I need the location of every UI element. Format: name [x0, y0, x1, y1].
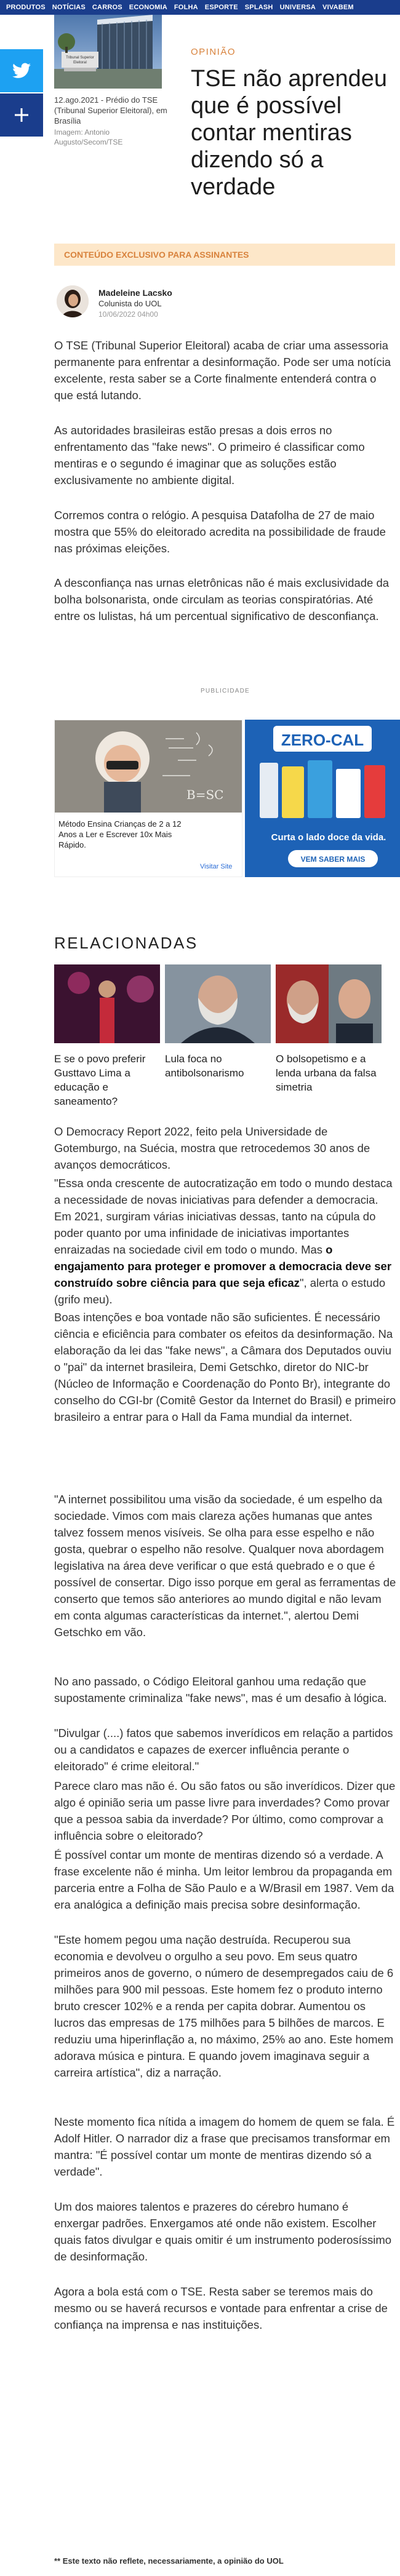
nav-item-vivabem[interactable]: VIVABEM: [322, 4, 354, 11]
twitter-share-button[interactable]: [0, 49, 43, 92]
quote-emphasis: o engajamento para proteger e promover a democracia deve ser construído sobre ciência para que seja eficaz: [54, 1243, 392, 1289]
nav-item-splash[interactable]: SPLASH: [244, 4, 273, 11]
ad-visit-site-link[interactable]: Visitar Site: [200, 863, 233, 870]
ad-tagline: Curta o lado doce da vida.: [271, 832, 386, 843]
nav-item-produtos[interactable]: PRODUTOS: [6, 4, 46, 11]
ad-image: [55, 720, 242, 813]
plus-icon: [13, 106, 30, 124]
top-navigation: [0, 0, 400, 15]
related-article-3[interactable]: [276, 964, 382, 1094]
sign-line-2: Eleitoral: [73, 61, 87, 65]
related-article-2[interactable]: [165, 964, 271, 1080]
related-thumbnail[interactable]: [276, 964, 382, 1043]
nav-item-carros[interactable]: CARROS: [92, 4, 122, 11]
quote-part: "Essa onda crescente de autocratização em todo o mundo destaca a necessidade de novas iniciativas para defender a democracia. Em 2021, surgiram várias iniciativas dessas, tanto na cúpula do poder quanto por uma infinidade de iniciativas importantes enraizadas na sociedade civil em todo o mundo. Mas: [54, 1177, 393, 1256]
photo-credit: Imagem: Antonio Augusto/Secom/TSE: [54, 128, 123, 146]
related-thumbnail[interactable]: [54, 964, 160, 1043]
paragraph: "Este homem pegou uma nação destruída. Recuperou sua economia e devolveu o orgulho a seu povo. Em seus quatro primeiros anos de governo, o número de desempregados caiu de 6 milhões para 900 mil pessoas. Este homem fez o produto interno bruto crescer 102% e a renda per capita dobrar. Aumentou os lucros das empresas de 175 milhões para 5 bilhões de marcos. E reduziu uma hiperinflação a, no máximo, 25% ao ano. Este homem adorava música e pintura. E quando jovem imaginava seguir a carreira artística", diz a narração.: [54, 1933, 394, 2079]
related-caption[interactable]: O bolsopetismo e a lenda urbana da falsa simetria: [276, 1053, 377, 1093]
paragraph: "A internet possibilitou uma visão da sociedade, é um espelho da sociedade. Vimos com mais clareza ações humanas que antes talvez fossem menos visíveis. Se olha para esse espelho e não gosta, quebrar o espelho não resolve. Qualquer nova abordagem legislativa na área deve verificar o que está quebrado e o que é possível de consertar. Digo isso porque em geral as ferramentas de conserto que temos são anteriores ao mundo digital e não levam em conta algumas características da internet.", alertou Demi Getschko em vão.: [54, 1493, 396, 1639]
nav-item-esporte[interactable]: ESPORTE: [204, 4, 238, 11]
author-name[interactable]: Madeleine Lacsko: [98, 288, 172, 298]
related-section-title: RELACIONADAS: [54, 934, 198, 952]
paragraph: Agora a bola está com o TSE. Resta saber se teremos mais do mesmo ou se haverá recursos e vontade para enfrentar a crise de confiança na imprensa e nas instituições.: [54, 2285, 388, 2331]
ad-text[interactable]: Método Ensina Crianças de 2 a 12 Anos a Ler e Escrever 10x Mais Rápido.: [58, 819, 182, 849]
section-kicker[interactable]: OPINIÃO: [191, 47, 236, 57]
nav-item-noticias[interactable]: NOTÍCIAS: [52, 4, 86, 11]
ad-chalkboard-text: B=SC: [186, 787, 224, 802]
nav-item-universa[interactable]: UNIVERSA: [279, 4, 316, 11]
photo-caption: [54, 95, 171, 147]
paragraph: No ano passado, o Código Eleitoral ganhou uma redação que supostamente criminaliza "fake news", mas é um desafio à lógica.: [54, 1675, 387, 1704]
exclusive-content-banner: CONTEÚDO EXCLUSIVO PARA ASSINANTES: [54, 244, 395, 266]
paragraph: "Divulgar (....) fatos que sabemos inverídicos em relação a partidos ou a candidatos e capazes de exercer influência perante o eleitorado" é crime eleitoral.": [54, 1727, 393, 1773]
more-share-button[interactable]: [0, 93, 43, 137]
nav-item-economia[interactable]: ECONOMIA: [129, 4, 167, 11]
quote-part: ", alerta o estudo (grifo meu).: [54, 1276, 386, 1306]
editorial-disclaimer: ** Este texto não reflete, necessariamente, a opinião do UOL: [54, 2556, 284, 2566]
related-caption[interactable]: Lula foca no antibolsonarismo: [165, 1053, 244, 1079]
ad-banner-reading-method[interactable]: [54, 720, 242, 877]
paragraph: Corremos contra o relógio. A pesquisa Datafolha de 27 de maio mostra que 55% do eleitorado acredita na possibilidade de fraude nas próximas eleições.: [54, 509, 386, 555]
related-article-1[interactable]: [54, 964, 160, 1108]
paragraph: É possível contar um monte de mentiras dizendo só a verdade. A frase excelente não é minha. Um leitor lembrou da propaganda em parceria entre a Folha de São Paulo e a W/Brasil em 1987. Vem da era analógica a definição mais precisa sobre desinformação.: [54, 1848, 394, 1911]
related-thumbnail[interactable]: [165, 964, 271, 1043]
ad-banner-zero-cal[interactable]: [245, 720, 400, 877]
paragraph: Parece claro mas não é. Ou são fatos ou são inverídicos. Dizer que algo é opinião seria um passe livre para inverdades? Como provar que a pessoa sabia da inverdade? Por último, como comprovar a influência sobre o eleitorado?: [54, 1779, 396, 1842]
publish-date: 10/06/2022 04h00: [98, 310, 158, 319]
nav-item-folha[interactable]: FOLHA: [174, 4, 198, 11]
avatar[interactable]: [57, 285, 89, 317]
ad-brand: ZERO-CAL: [281, 731, 364, 749]
paragraph: Neste momento fica nítida a imagem do homem de quem se fala. É Adolf Hitler. O narrador diz a frase que precisamos transformar em mantra: "É possível contar um monte de mentiras dizendo só a verdade".: [54, 2115, 395, 2178]
paragraph: Boas intenções e boa vontade não são suficientes. É necessário ciência e eficiência para combater os efeitos da desinformação. Na elaboração da lei das "fake news", a Câmara dos Deputados ouviu o "pai" da internet brasileira, Demi Getschko, diretor do NIC-br (Núcleo de Informação e Coordenação do Ponto Br), integrante do conselho do CGI-br (Comitê Gestor da Internet do Brasil) e primeiro brasileiro a entrar para o Hall da Fama mundial da internet.: [54, 1311, 396, 1423]
paragraph: O TSE (Tribunal Superior Eleitoral) acaba de criar uma assessoria permanente para enfrentar a desinformação. Pode ser uma notícia excelente, resta saber se a Corte finalmente entenderá contra o que está lutando.: [54, 339, 391, 402]
ad-label: PUBLICIDADE: [201, 688, 250, 694]
paragraph-with-emphasis: [54, 1175, 396, 1308]
article-photo: [54, 15, 162, 89]
related-caption[interactable]: E se o povo preferir Gusttavo Lima a educação e saneamento?: [54, 1053, 146, 1107]
paragraph: A desconfiança nas urnas eletrônicas não é mais exclusividade da bolha bolsonarista, onde circulam as teorias conspiratórias. Até entre os lulistas, há um percentual significativo de desconfiança.: [54, 576, 390, 622]
paragraph: As autoridades brasileiras estão presas a dois erros no enfrentamento das "fake news". O primeiro é classificar como mentiras e o segundo é imaginar que as soluções estão exclusivamente no ambiente digital.: [54, 424, 365, 487]
sign-line-1: Tribunal Superior: [66, 56, 94, 60]
author-role: Colunista do UOL: [98, 299, 162, 308]
article-title: TSE não aprendeu que é possível contar mentiras dizendo só a verdade: [191, 66, 388, 200]
photo-caption-text: 12.ago.2021 - Prédio do TSE (Tribunal Superior Eleitoral), em Brasília: [54, 95, 167, 125]
ad-cta-button: VEM SABER MAIS: [300, 855, 366, 864]
paragraph: Um dos maiores talentos e prazeres do cérebro humano é enxergar padrões. Enxergamos até onde não existem. Escolher quais fatos divulgar e quais omitir é um instrumento poderosíssimo de desinformação.: [54, 2200, 392, 2263]
twitter-icon: [12, 63, 31, 79]
paragraph: O Democracy Report 2022, feito pela Universidade de Gotemburgo, na Suécia, mostra que retrocedemos 30 anos de avanços democráticos.: [54, 1125, 370, 1171]
